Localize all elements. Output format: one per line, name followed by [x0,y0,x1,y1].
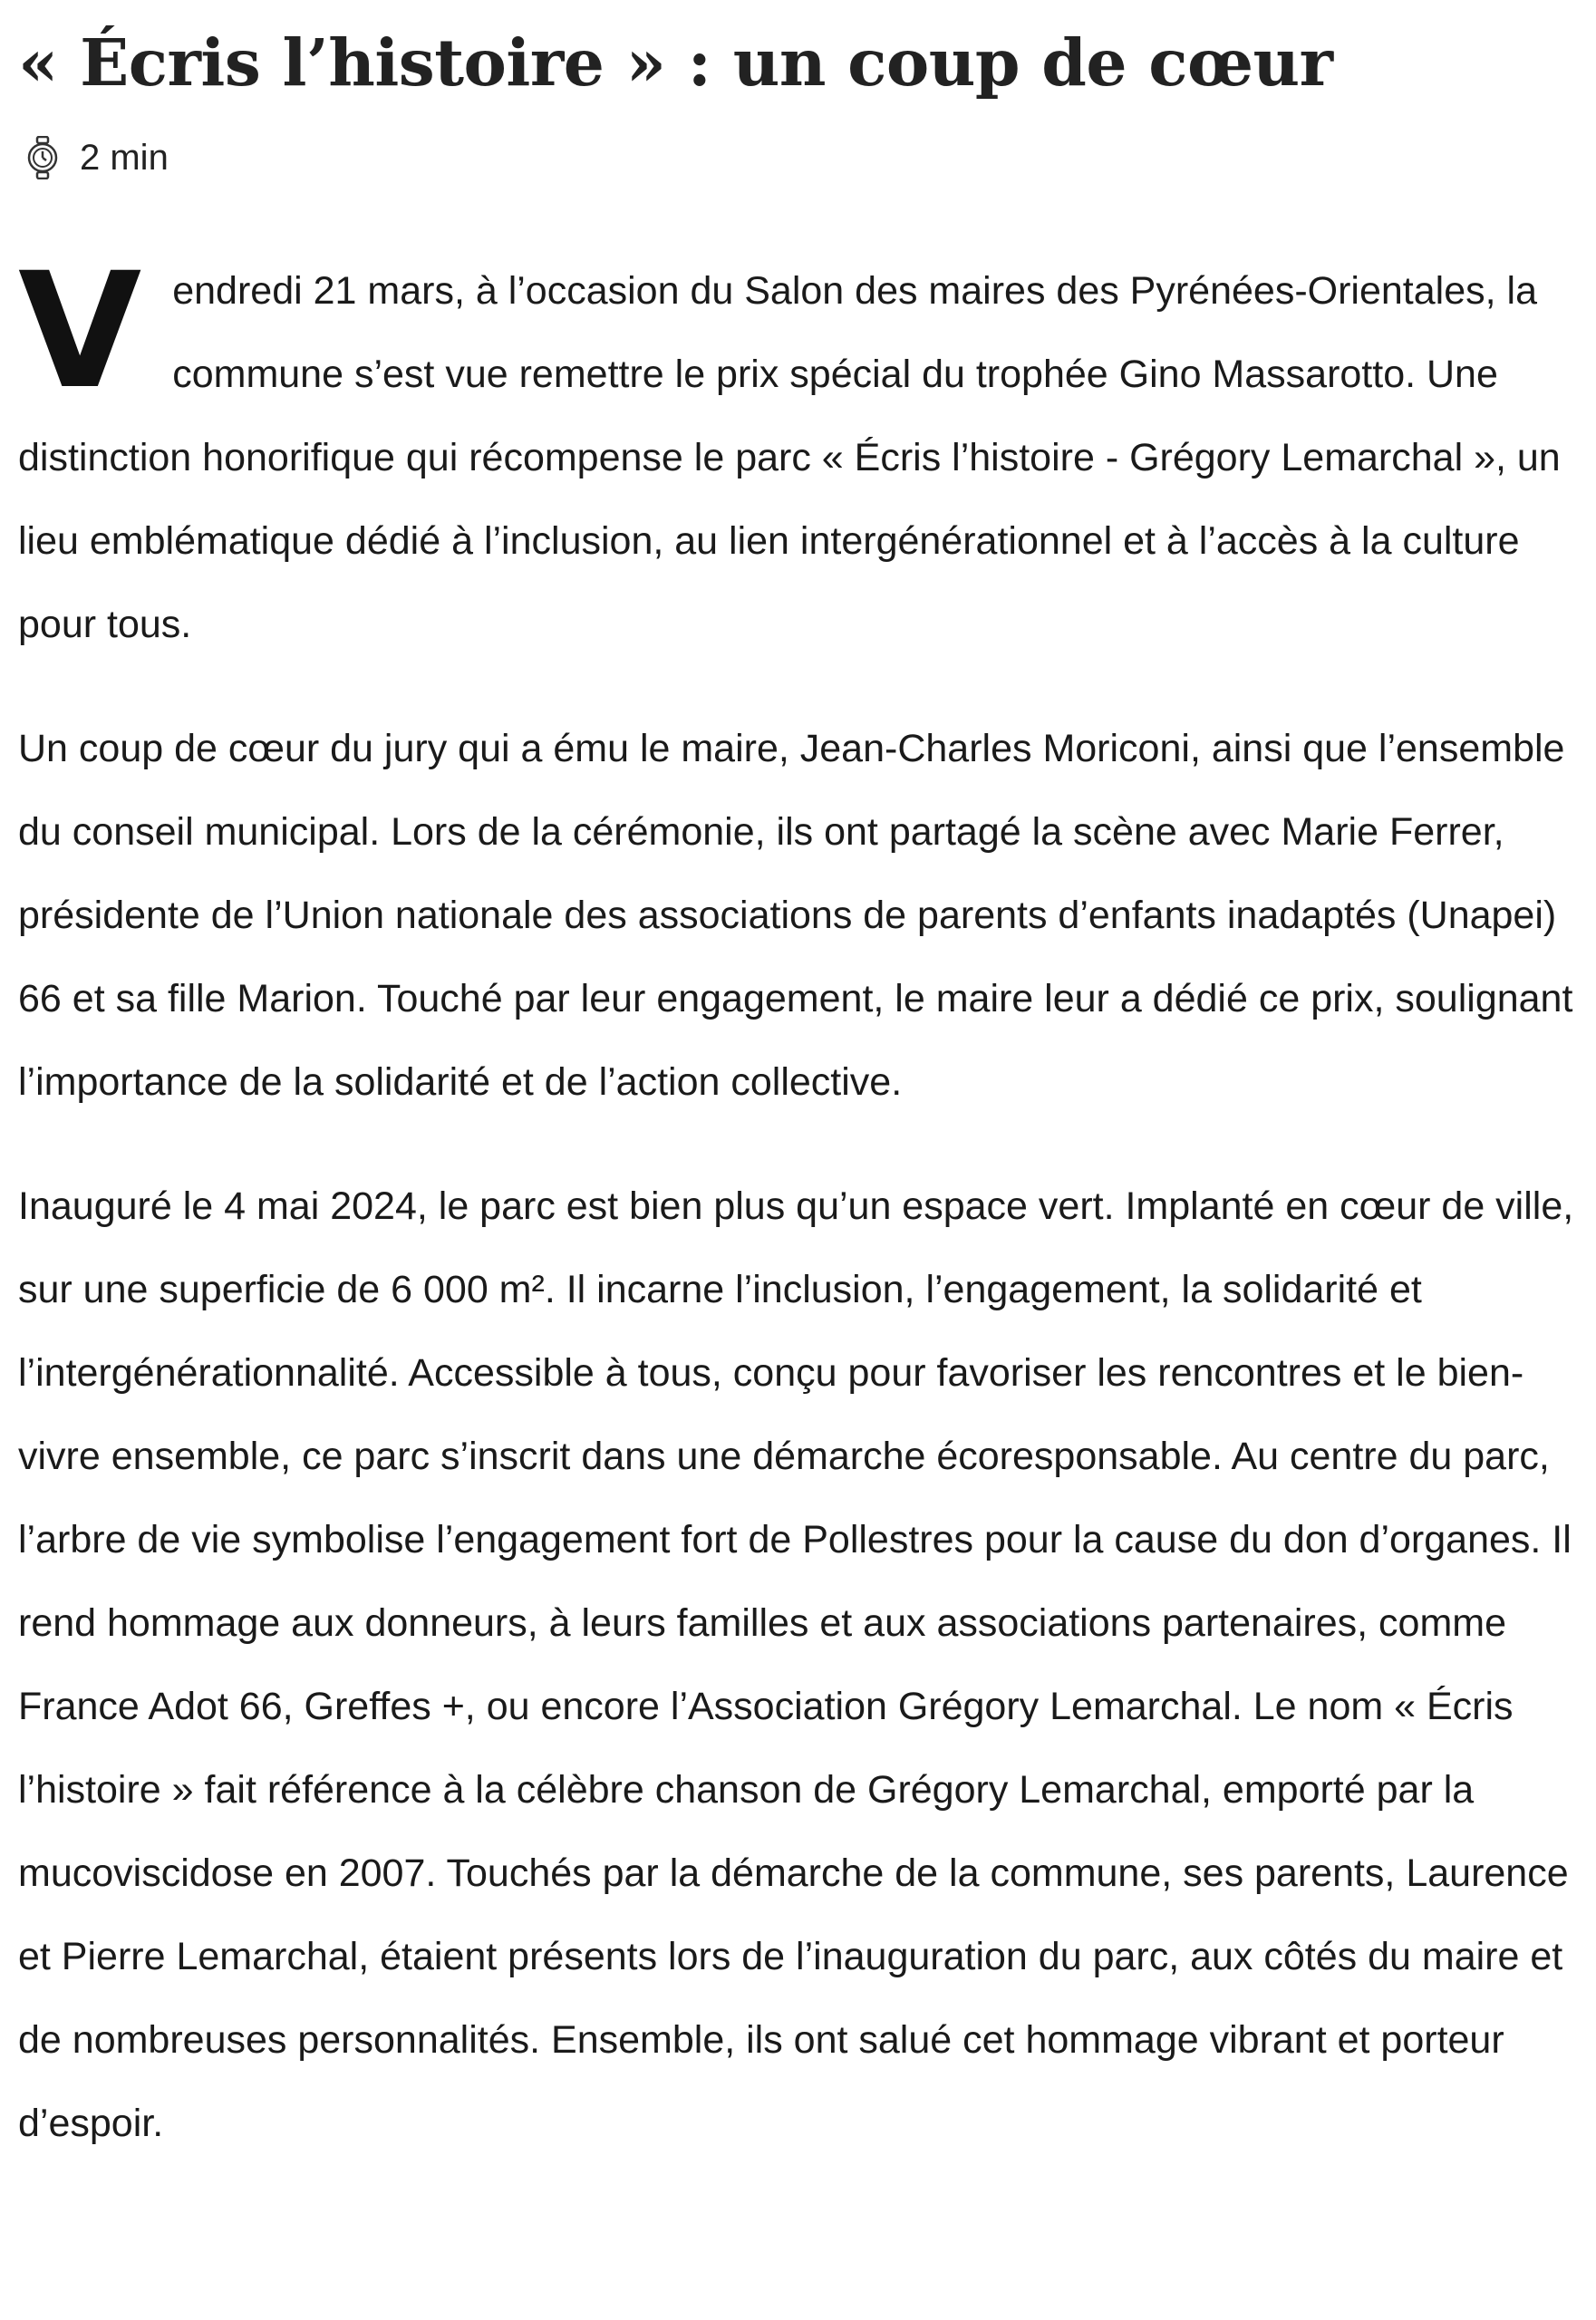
stopwatch-icon [27,136,58,179]
reading-time [27,136,169,179]
article-body [18,238,1586,2206]
paragraph-3: Inauguré le 4 mai 2024, le parc est bien plus qu’un espace vert. Implanté en cœur de ville, sur une superficie de 6 000 m². Il incarne l’inclusion, l’engagement, la solidarité et l’intergénérationnalité. Accessible à tous, conçu pour favoriser les rencontres et le bien-vivre ensemble, ce parc s’inscrit dans une démarche écoresponsable. Au centre du parc, l’arbre de vie symbolise l’engagement fort de Pollestres pour la cause du don d’organes. Il rend hommage aux donneurs, à leurs familles et aux associations partenaires, comme France Adot 66, Greffes +, ou encore l’Association Grégory Lemarchal. Le nom « Écris l’histoire » fait référence à la célèbre chanson de Grégory Lemarchal, emporté par la mucoviscidose en 2007. Touchés par la démarche de la commune, ses parents, Laurence et Pierre Lemarchal, étaient présents lors de l’inauguration du parc, aux côtés du maire et de nombreuses personnalités. Ensemble, ils ont salué cet hommage vibrant et porteur d’espoir. [18,1184,1574,2145]
reading-time-label: 2 min [80,137,169,178]
paragraph-1 [18,238,1586,666]
paragraph-2: Un coup de cœur du jury qui a ému le maire, Jean-Charles Moriconi, ainsi que l’ensemble du conseil municipal. Lors de la cérémonie, ils ont partagé la scène avec Marie Ferrer, présidente de l’Union nationale des associations de parents d’enfants inadaptés (Unapei) 66 et sa fille Marion. Touché par leur engagement, le maire leur a dédié ce prix, soulignant l’importance de la solidarité et de l’action collective. [18,727,1573,1104]
drop-cap: V [18,238,142,424]
paragraph-1-text: endredi 21 mars, à l’occasion du Salon des maires des Pyrénées-Orientales, la commune s’est vue remettre le prix spécial du trophée Gino Massarotto. Une distinction honorifique qui récompense le parc « Écris l’histoire - Grégory Lemarchal », un lieu emblématique dédié à l’inclusion, au lien intergénérationnel et à l’accès à la culture pour tous. [18,269,1561,646]
article-title: « Écris l’histoire » : un coup de cœur [18,24,1333,101]
